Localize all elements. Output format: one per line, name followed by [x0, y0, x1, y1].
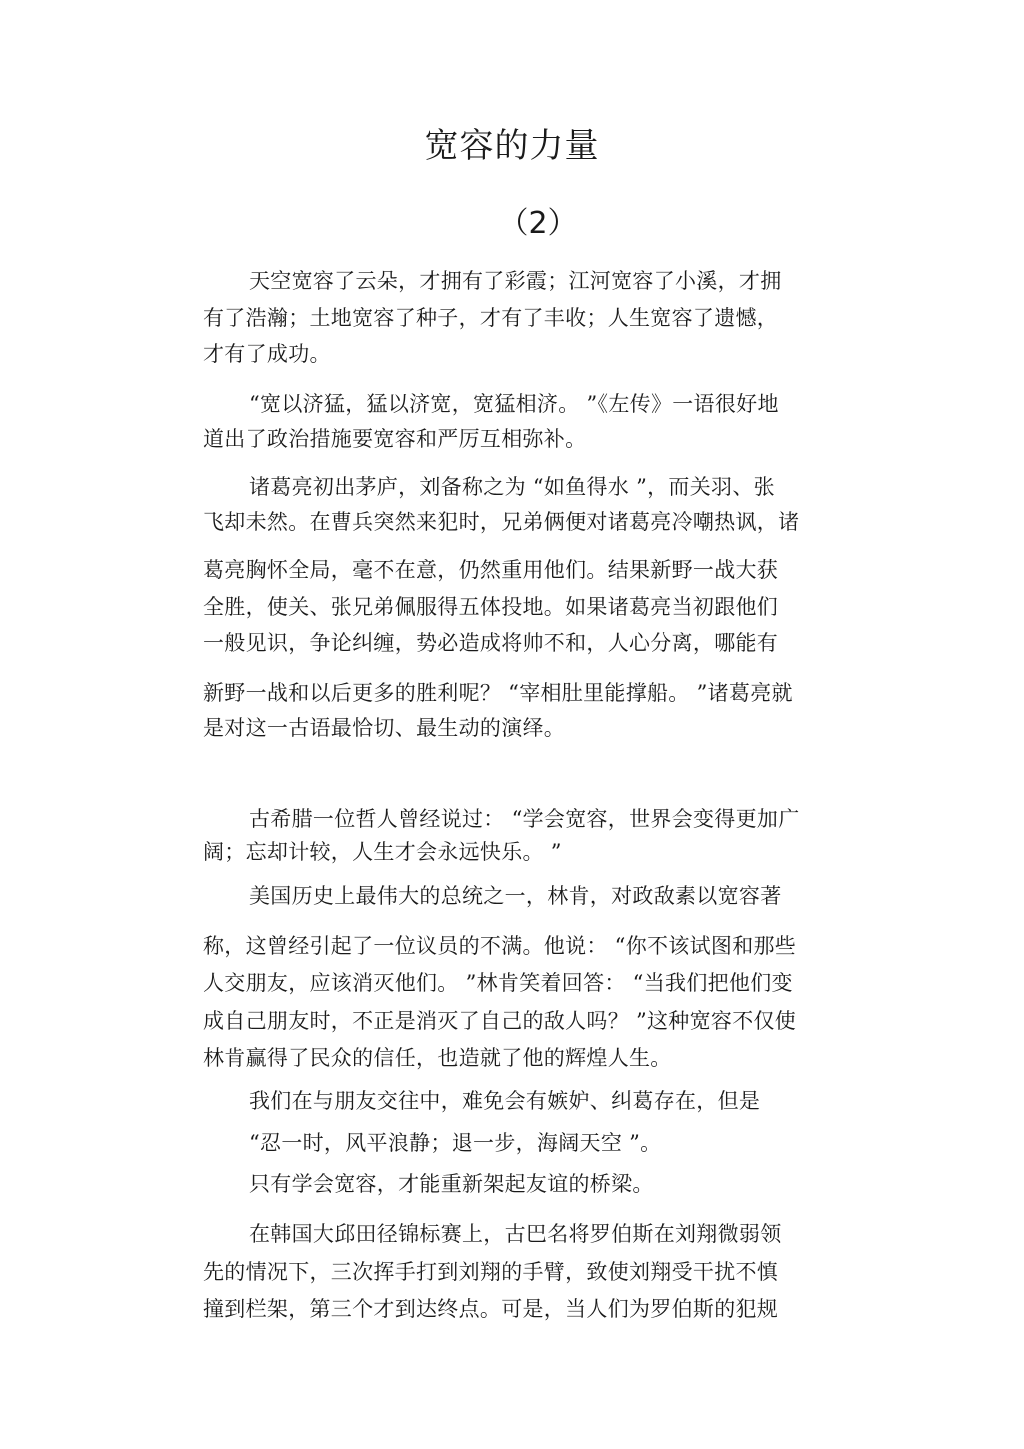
text-line: 只有学会宽容，才能重新架起友谊的桥梁。	[249, 1172, 654, 1196]
text-line: 葛亮胸怀全局，毫不在意，仍然重用他们。结果新野一战大获	[203, 558, 779, 582]
text-line: “宽以济猛，猛以济宽，宽猛相济。 ”《左传》一语很好地	[249, 392, 779, 416]
text-line: 诸葛亮初出茅庐，刘备称之为 “如鱼得水 ”，而关羽、张	[249, 475, 775, 499]
text-line: 林肯赢得了民众的信任，也造就了他的辉煌人生。	[203, 1046, 672, 1070]
text-line: 人交朋友，应该消灭他们。 ”林肯笑着回答： “当我们把他们变	[203, 971, 793, 995]
text-line: 先的情况下，三次挥手打到刘翔的手臂，致使刘翔受干扰不慎	[203, 1260, 779, 1284]
text-line: 称，这曾经引起了一位议员的不满。他说： “你不该试图和那些	[203, 934, 797, 958]
text-line: 飞却未然。在曹兵突然来犯时，兄弟俩便对诸葛亮冷嘲热讽，诸	[203, 510, 800, 534]
text-line: 有了浩瀚；土地宽容了种子，才有了丰收；人生宽容了遗憾，	[203, 306, 779, 330]
document-subtitle: （2）	[498, 206, 578, 241]
text-line: “忍一时，风平浪静；退一步，海阔天空 ”。	[249, 1131, 662, 1155]
text-line: 撞到栏架，第三个才到达终点。可是，当人们为罗伯斯的犯规	[203, 1297, 779, 1321]
text-line: 美国历史上最伟大的总统之一，林肯，对政敌素以宽容著	[249, 884, 782, 908]
text-line: 成自己朋友时，不正是消灭了自己的敌人吗？ ”这种宽容不仅使	[203, 1009, 797, 1033]
text-line: 全胜，使关、张兄弟佩服得五体投地。如果诸葛亮当初跟他们	[203, 595, 779, 619]
text-line: 新野一战和以后更多的胜利呢？ “宰相肚里能撑船。 ”诸葛亮就	[203, 681, 793, 705]
text-line: 阔；忘却计较，人生才会永远快乐。 ”	[203, 840, 562, 864]
text-line: 古希腊一位哲人曾经说过： “学会宽容，世界会变得更加广	[249, 807, 800, 831]
text-line: 是对这一古语最恰切、最生动的演绎。	[203, 716, 566, 740]
text-line: 道出了政治措施要宽容和严厉互相弥补。	[203, 427, 587, 451]
text-line: 天空宽容了云朵，才拥有了彩霞；江河宽容了小溪，才拥	[249, 269, 782, 293]
text-line: 一般见识，争论纠缠，势必造成将帅不和，人心分离，哪能有	[203, 631, 779, 655]
document-title: 宽容的力量	[424, 126, 600, 166]
text-line: 我们在与朋友交往中，难免会有嫉妒、纠葛存在，但是	[249, 1089, 761, 1113]
text-line: 才有了成功。	[203, 342, 331, 366]
text-line: 在韩国大邱田径锦标赛上，古巴名将罗伯斯在刘翔微弱领	[249, 1222, 782, 1246]
